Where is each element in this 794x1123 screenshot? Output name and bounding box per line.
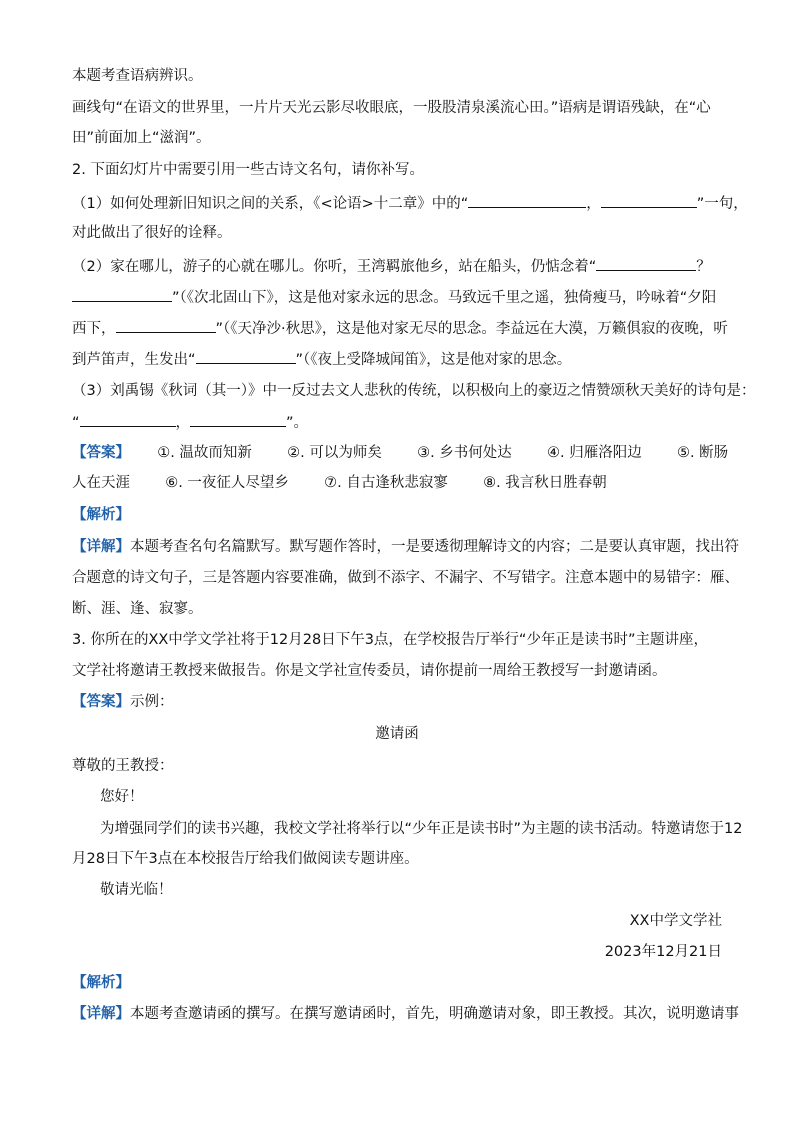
- text: ，: [586, 196, 601, 212]
- jiexi-tag: [72, 973, 130, 993]
- text: 本题考查名句名篇默写。默写题作答时，一是要透彻理解诗文的内容；二是要认真审题，找出符: [130, 539, 739, 555]
- blank-field[interactable]: [190, 412, 286, 427]
- blank-field[interactable]: [196, 349, 296, 364]
- answer-item: ⑤. 断肠: [676, 445, 729, 461]
- text-line: 画线句“在语文的世界里，一片片天光云影尽收眼底，一股股清泉溪流心田。”语病是谓语残缺，在“心: [72, 100, 711, 116]
- answer-item: ④. 归雁洛阳边: [547, 445, 642, 461]
- answer-item: 人在天涯: [72, 475, 130, 491]
- text-line: [72, 412, 308, 433]
- question-2-2: [72, 256, 711, 277]
- text: ”（《夜上受降城闻笛》，这是他对家的思念。: [295, 352, 572, 368]
- detail-line: [72, 537, 739, 557]
- analysis-tag: 【解析】: [72, 975, 130, 991]
- text-line: [72, 318, 728, 339]
- text: 示例：: [130, 694, 174, 710]
- blank-field[interactable]: [116, 318, 216, 333]
- letter-salutation: 尊敬的王教授：: [72, 758, 174, 774]
- text: （1）如何处理新旧知识之间的关系，《<论语>十二章》中的“: [72, 196, 469, 212]
- detail-line: [72, 1004, 739, 1024]
- letter-greeting: 您好！: [100, 789, 144, 805]
- text: （2）家在哪儿，游子的心就在哪儿。你听，王湾羁旅他乡，站在船头，仍惦念着“: [72, 259, 597, 275]
- letter-date: 2023年12月21日: [604, 944, 722, 960]
- text-line: 合题意的诗文句子，三是答题内容要准确，做到不添字、不漏字、不写错字。注意本题中的易错字：雁、: [72, 570, 739, 586]
- text: 到芦笛声，生发出“: [72, 352, 196, 368]
- letter-signature: XX中学文学社: [629, 913, 722, 929]
- text: ”一句，: [696, 196, 748, 212]
- blank-field[interactable]: [80, 412, 176, 427]
- text: ？: [696, 259, 711, 275]
- text-line: 断、涯、逢、寂寥。: [72, 601, 203, 617]
- detail-tag: 【详解】: [72, 1006, 130, 1022]
- letter-body: 为增强同学们的读书兴趣，我校文学社将举行以“少年正是读书时”为主题的读书活动。特邀请您于12: [100, 821, 743, 837]
- question-3: 3. 你所在的XX中学文学社将于12月28日下午3点，在学校报告厅举行“少年正是读书时”主题讲座，: [72, 632, 708, 648]
- answer-item: ⑧. 我言秋日胜春朝: [483, 475, 607, 491]
- text-line: [72, 287, 716, 308]
- text: 本题考查邀请函的撰写。在撰写邀请函时，首先，明确邀请对象，即王教授。其次，说明邀请事: [130, 1006, 739, 1022]
- question-2-3: （3）刘禹锡《秋词（其一）》中一反过去文人悲秋的传统，以积极向上的豪迈之情赞颂秋天美好的诗句是：: [72, 383, 756, 399]
- answer-3: [72, 692, 174, 712]
- letter-closing: 敬请光临！: [100, 882, 173, 898]
- text: “: [72, 415, 80, 431]
- letter-body: 月28日下午3点在本校报告厅给我们做阅读专题讲座。: [72, 851, 419, 867]
- blank-field[interactable]: [468, 193, 586, 208]
- text: 西下，: [72, 321, 116, 337]
- text-line: 田”前面加上“滋润”。: [72, 130, 211, 146]
- text-line: 本题考查语病辨识。: [72, 68, 203, 84]
- answer-item: ⑥. 一夜征人尽望乡: [165, 475, 289, 491]
- question-2-1: [72, 193, 748, 214]
- text: ”（《天净沙·秋思》，这是他对家无尽的思念。李益远在大漠，万籁俱寂的夜晚，听: [215, 321, 728, 337]
- answer-item: ⑦. 自古逢秋悲寂寥: [324, 475, 448, 491]
- letter-title: 邀请函: [375, 726, 419, 742]
- answer-line-1: [72, 443, 732, 463]
- text: ”。: [286, 415, 309, 431]
- text-line: 文学社将邀请王教授来做报告。你是文学社宣传委员，请你提前一周给王教授写一封邀请函。: [72, 663, 667, 679]
- blank-field[interactable]: [601, 193, 697, 208]
- blank-field[interactable]: [596, 256, 696, 271]
- text-line: 对此做出了很好的诠释。: [72, 225, 232, 241]
- text: ”（《次北固山下》，这是他对家永远的思念。马致远千里之遥，独倚瘦马，吟咏着“夕阳: [172, 290, 717, 306]
- question-2: 2. 下面幻灯片中需要引用一些古诗文名句，请你补写。: [72, 162, 424, 178]
- answer-item: ③. 乡书何处达: [417, 445, 512, 461]
- text: ，: [175, 415, 191, 431]
- analysis-tag: 【解析】: [72, 507, 130, 523]
- blank-field[interactable]: [72, 287, 172, 302]
- text-line: [72, 349, 571, 370]
- answer-tag: 【答案】: [72, 445, 130, 461]
- answer-line-2: [72, 473, 611, 493]
- answer-tag: 【答案】: [72, 694, 130, 710]
- detail-tag: 【详解】: [72, 539, 130, 555]
- jiexi-tag: [72, 505, 130, 525]
- answer-item: ②. 可以为师矣: [287, 445, 382, 461]
- answer-item: ①. 温故而知新: [157, 445, 252, 461]
